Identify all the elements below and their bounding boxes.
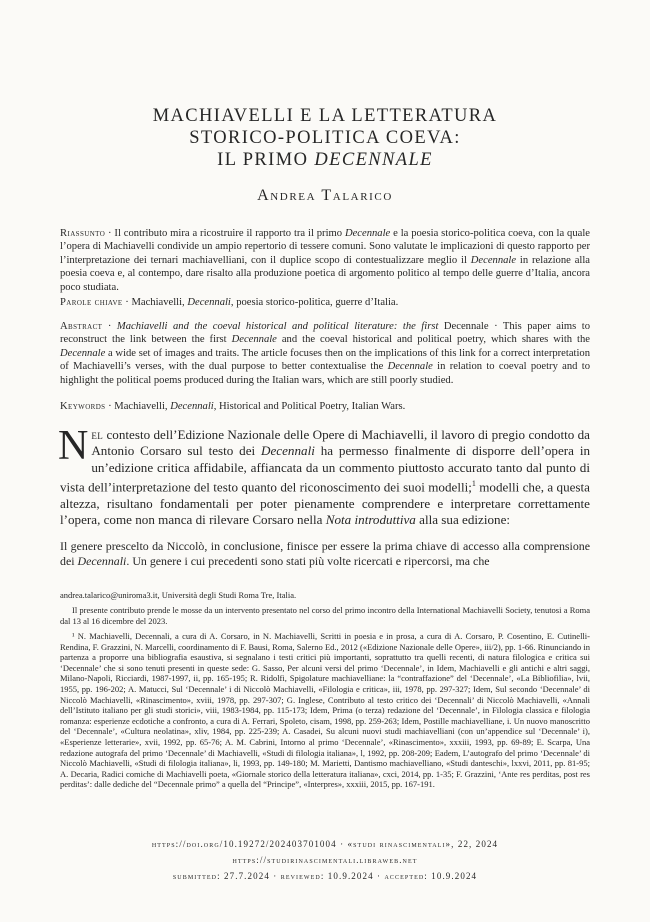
riassunto-paragraph: Riassunto · Il contributo mira a ricostruire il rapporto tra il primo Decennale e la poesia storico-politica coeva, con la quale l’opera di Machiavelli condivide un ampio repertorio di tessere comuni. Sono valutate le implicazioni di questo rapporto per l’interpretazione dei ternari machiavelliani, con il duplice scopo di contestualizzare meglio il Decennale in relazione alla poesia coeva e, al contempo, dare risalto alla produzione poetica di argomento politico al tempo delle guerre d’Italia, ancora poco studiata. <box>60 228 590 293</box>
abstract-label: Abstract <box>60 321 103 332</box>
article-title <box>60 105 590 171</box>
author-name: Andrea Talarico <box>257 187 393 204</box>
abstract-paragraph: Abstract · Machiavelli and the coeval historical and political literature: the first Decennale · This paper aims to reconstruct the link between the first Decennale and the coeval historical and political poetry, which shares with the Decennale a wide set of images and traits. The article focuses then on the implications of this link for a correct interpretation of Machiavelli’s verses, with the dual purpose to better contextualise the Decennale in relation to coeval poetry and to highlight the political poems produced during the Italian wars, which are still poorly studied. <box>60 321 591 386</box>
keywords-paragraph: Keywords · Machiavelli, Decennali, Historical and Political Poetry, Italian Wars. <box>60 401 406 412</box>
parole-chiave-paragraph: Parole chiave · Machiavelli, Decennali, poesia storico-politica, guerre d’Italia. <box>60 297 399 308</box>
footer-dates: submitted: 27.7.2024 · reviewed: 10.9.2024 · accepted: 10.9.2024 <box>172 871 478 881</box>
keywords-label: Keywords <box>60 401 106 412</box>
title-line-3: IL PRIMO DECENNALE <box>217 150 433 170</box>
body-paragraph-1: Nel contesto dell’Edizione Nazionale delle Opere di Machiavelli, il lavoro di pregio condotto da Antonio Corsaro sul testo dei Decennali ha permesso finalmente di disporre dell’opera in un’edizione critica affidabile, affiancata da un commento piuttosto accurato tanto dal punto di vista dell’interpretazione del testo quanto del riconoscimento dei suoi modelli;$^1$ modelli che, a questa altezza, risultano fondamentali per poter pienamente comprendere e interpretare correttamente l’opera, come non manca di rilevare Corsaro nella Nota introduttiva alla sua edizione: <box>58 423 591 527</box>
riassunto-label: Riassunto <box>60 228 106 239</box>
title-italic: DECENNALE <box>314 150 433 170</box>
block-quote: Il genere prescelto da Niccolò, in conclusione, finisce per essere la prima chiave di accesso alla comprensione dei Decennali. Un genere i cui precedenti sono stati più volte ricercati e ripercorsi, ma che <box>60 539 590 569</box>
footnote-1: ¹ N. Machiavelli, Decennali, a cura di A. Corsaro, in N. Machiavelli, Scritti in poesia e in prosa, a cura di A. Corsaro, P. Cosentino, E. Cutinelli-Rendina, F. Grazzini, N. Marcelli, coordinamento di F. Bausi, Roma, Salerno Ed., 2012 («Edizione Nazionale delle Opere», iii/2), pp. 1-66. Rinunciando in partenza a proporre una bibliografia esaustiva, si segnalano i testi critici più importanti, soprattutto tra quelli recenti, di natura filologica e critica sui ‘Decennale’ che si sono tenuti presenti in queste sede: G. Sasso, Per alcuni versi del primo ‘Decennale’, in Idem, Machiavelli e gli antichi e altri saggi, Milano-Napoli, Ricciardi, 1987-1997, ii, pp. 165-195; R. Ridolfi, Spigolature machiavelliane: la “contraffazione” del ‘Decennale’, «La Bibliofilia», lvii, 1955, pp. 196-202; A. Matucci, Sul ‘Decennale’ i di Niccolò Machiavelli, «Filologia e critica», iii, 1978, pp. 297-327; Idem, Sul secondo ‘Decennale’ di Niccolò Machiavelli, «Rinascimento», xviii, 1978, pp. 297-307; G. Inglese, Contributo al testo critico dei ‘Decennali’ di Niccolò Machiavelli, «Annali dell’Istituto italiano per gli studi storici», viii, 1983-1984, pp. 115-173; Idem, Prima (o terza) redazione del ‘Decennale’, in Filologia classica e filologia romanza: esperienze ecdotiche a confronto, a cura di A. Ferrari, Spoleto, cisam, 1998, pp. 259-263; Idem, Postille machiavelliane, i. Un nuovo manoscritto del ‘Decennale’, «Cultura neolatina», xliv, 1984, pp. 225-239; A. Casadei, Su alcuni nuovi studi machiavelliani (con un’appendice sul ‘Decennale’ i), «Esperienze letterarie», xvii, 1992, pp. 65-76; A. M. Cabrini, Intorno al primo ‘Decennale’, «Rinascimento», xxxiii, 1993, pp. 69-89; E. Scarpa, Una redazione autografa del primo ‘Decennale’ di Machiavelli, «Studi di filologia italiana», l, 1992, pp. 208-209; Eadem, L’autografo del primo ‘Decennale’ di Niccolò Machiavelli, «Studi di filologia italiana», li, 1993, pp. 149-180; M. Marietti, Dantismo machiavelliano, «Studi danteschi», lxxvi, 2011, pp. 81-95; A. Decaria, Radici comiche di Machiavelli poeta, «Giornale storico della letteratura italiana», cxci, 2014, pp. 1-35; F. Grazzini, ‘Ante res perditas, post res perditas’: dalle dediche del “Decennale primo” a quella del “Principe”, «Interpres», xxxiii, 2015, pp. 167-191. <box>60 631 590 790</box>
parole-chiave-label: Parole chiave <box>60 297 123 308</box>
footnote-email: andrea.talarico@uniroma3.it, Università degli Studi Roma Tre, Italia. <box>60 590 297 600</box>
drop-cap: N <box>58 423 89 469</box>
footnote-origin: Il presente contributo prende le mosse da un intervento presentato nel corso del primo incontro della International Machiavelli Society, tenutosi a Roma dal 13 al 16 dicembre del 2023. <box>60 605 590 626</box>
footnote-ref[interactable]: 1 <box>471 478 476 488</box>
title-line-2: STORICO-POLITICA COEVA: <box>189 128 461 148</box>
title-line-1: MACHIAVELLI E LA LETTERATURA <box>152 106 498 126</box>
footer-doi[interactable]: https://doi.org/10.19272/202403701004 · «studi rinascimentali», 22, 2024 <box>151 839 499 849</box>
footer-url[interactable]: https://studirinascimentali.libraweb.net <box>232 855 418 865</box>
